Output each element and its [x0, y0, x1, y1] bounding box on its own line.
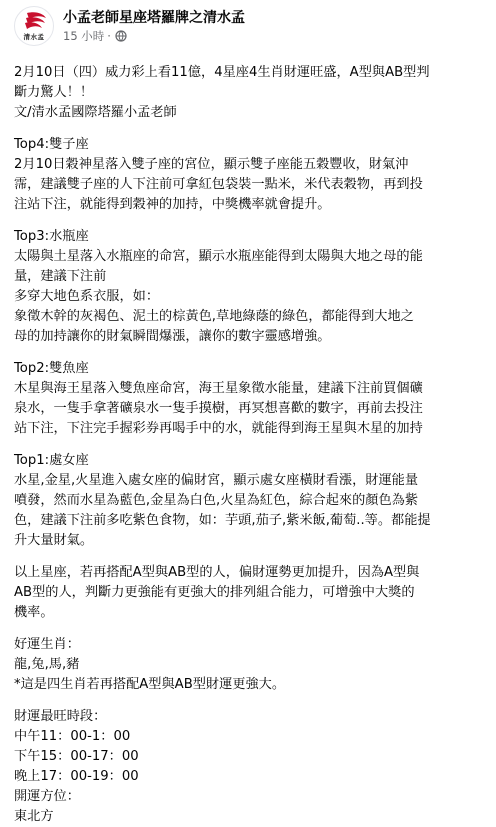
- post-timestamp-row: [63, 28, 245, 44]
- lucky-times-line: 晚上17：00-19：00: [14, 769, 139, 784]
- top1-line: 升大量財氣。: [14, 533, 94, 548]
- top3-line: 母的加持讓你的財氣瞬間爆漲，讓你的數字靈感增強。: [14, 329, 331, 344]
- logo-flame-icon: [15, 7, 55, 47]
- separator-dot: ·: [107, 29, 111, 43]
- globe-icon[interactable]: [115, 30, 127, 42]
- zodiac-line: 好運生肖：: [14, 637, 80, 652]
- intro-paragraph: [14, 63, 482, 123]
- zodiac-line: *這是四生肖若再搭配A型與AB型財運更強大。: [14, 677, 286, 692]
- lucky-direction-value: 東北方: [14, 809, 54, 824]
- top2-line: 站下注，下注完手握彩券再喝手中的水，就能得到海王星與木星的加持: [14, 421, 423, 436]
- top1-section: [14, 451, 482, 551]
- top3-line: 象徵木幹的灰褐色、泥土的棕黃色,草地綠蔭的綠色，都能得到大地之: [14, 309, 414, 324]
- post-meta: [63, 6, 245, 44]
- top3-line: 量，建議下注前: [14, 269, 107, 284]
- page-avatar[interactable]: [14, 6, 54, 46]
- intro-line: 斷力驚人！！: [14, 85, 94, 100]
- top3-heading: Top3:水瓶座: [14, 229, 89, 244]
- avatar-logo-text: 清水孟: [23, 33, 45, 41]
- top3-line: 多穿大地色系衣服，如：: [14, 289, 160, 304]
- lucky-times-line: 下午15：00-17：00: [14, 749, 139, 764]
- top4-line: 2月10日穀神星落入雙子座的宮位，顯示雙子座能五穀豐收，財氣沖: [14, 157, 409, 172]
- top1-line: 水星,金星,火星進入處女座的偏財宮，顯示處女座橫財看漲，財運能量: [14, 473, 419, 488]
- page-name-link[interactable]: 小孟老師星座塔羅牌之清水孟: [63, 10, 245, 26]
- zodiac-line: 龍,兔,馬,豬: [14, 657, 80, 672]
- blood-type-line: 以上星座，若再搭配A型與AB型的人，偏財運勢更加提升，因為A型與: [14, 565, 420, 580]
- lucky-times-paragraph: [14, 707, 482, 827]
- top3-line: 太陽與土星落入水瓶座的命宮，顯示水瓶座能得到太陽與大地之母的能: [14, 249, 423, 264]
- lucky-times-line: 中午11：00-1：00: [14, 729, 131, 744]
- top4-line: 霈，建議雙子座的人下注前可拿紅包袋裝一點米，米代表穀物，再到投: [14, 177, 423, 192]
- blood-type-paragraph: [14, 563, 482, 623]
- top1-heading: Top1:處女座: [14, 453, 89, 468]
- top4-section: [14, 135, 482, 215]
- top4-heading: Top4:雙子座: [14, 137, 89, 152]
- author-line: 文/清水孟國際塔羅小孟老師: [14, 105, 177, 120]
- top1-line: 色，建議下注前多吃紫色食物，如：芋頭,茄子,紫米飯,葡萄..等。都能提: [14, 513, 431, 528]
- blood-type-line: 機率。: [14, 605, 54, 620]
- intro-line: 2月10日（四）威力彩上看11億，4星座4生肖財運旺盛，A型與AB型判: [14, 65, 430, 80]
- blood-type-line: AB型的人，判斷力更強能有更強大的排列組合能力，可增強中大獎的: [14, 585, 415, 600]
- lucky-direction-label: 開運方位：: [14, 789, 80, 804]
- top2-line: 泉水，一隻手拿著礦泉水一隻手摸樹，再冥想喜歡的數字，再前去投注: [14, 401, 423, 416]
- post-time[interactable]: 15 小時: [63, 29, 105, 43]
- top4-line: 注站下注，就能得到穀神的加持，中獎機率就會提升。: [14, 197, 331, 212]
- top2-heading: Top2:雙魚座: [14, 361, 89, 376]
- zodiac-paragraph: [14, 635, 482, 695]
- top2-line: 木星與海王星落入雙魚座命宮，海王星象徵水能量，建議下注前買個礦: [14, 381, 423, 396]
- post-header: [14, 0, 496, 56]
- post-body: [14, 63, 496, 827]
- top3-section: [14, 227, 482, 347]
- top2-section: [14, 359, 482, 439]
- top1-line: 噴發，然而水星為藍色,金星為白色,火星為紅色，綜合起來的顏色為紫: [14, 493, 419, 508]
- lucky-times-line: 財運最旺時段：: [14, 709, 107, 724]
